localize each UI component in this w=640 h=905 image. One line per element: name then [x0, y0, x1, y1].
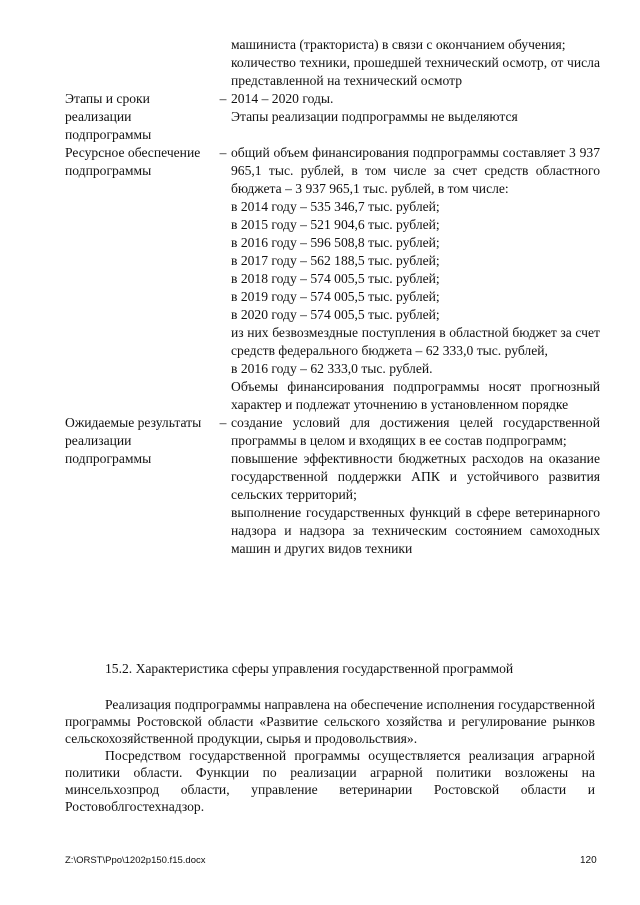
row-label-results: Ожидаемые результаты реализации подпрограммы — [65, 415, 202, 466]
row-label-funding: Ресурсное обеспечение подпрограммы — [65, 145, 201, 178]
stages-note: Этапы реализации подпрограммы не выделяются — [231, 109, 518, 124]
row-label-stages: Этапы и сроки реализации подпрограммы — [65, 91, 152, 142]
row-dash: – — [219, 91, 227, 106]
body-text — [65, 696, 595, 815]
page-number: 120 — [580, 855, 597, 866]
paragraph-2: Посредством государственной программы осуществляется реализация аграрной политики области. Функции по реализации аграрной политики возложены на минсельхозпрод области, управление ветеринарии Ростовской области и Ростовоблгостехнадзор. — [65, 748, 595, 814]
funding-year-2016: в 2016 году – 596 508,8 тыс. рублей; — [231, 235, 440, 250]
funding-year-2019: в 2019 году – 574 005,5 тыс. рублей; — [231, 289, 440, 304]
result-item-1: создание условий для достижения целей государственной программы в целом и входящих в ее состав подпрограмм; — [231, 415, 600, 448]
section-heading: 15.2. Характеристика сферы управления государственной программой — [105, 661, 514, 676]
funding-year-2014: в 2014 году – 535 346,7 тыс. рублей; — [231, 199, 440, 214]
funding-year-2015: в 2015 году – 521 904,6 тыс. рублей; — [231, 217, 440, 232]
result-item-3: выполнение государственных функций в сфере ветеринарного надзора и надзора за техническим состоянием самоходных машин и других видов техники — [231, 505, 600, 556]
funding-lead: общий объем финансирования подпрограммы составляет 3 937 965,1 тыс. рублей, в том числе за счет средств областного бюджета – 3 937 965,1 тыс. рублей, в том числе: — [231, 145, 600, 196]
top-cell-line-2: количество техники, прошедшей технический осмотр, от числа представленной на технический осмотр — [231, 55, 600, 88]
row-dash: – — [219, 145, 227, 160]
funding-year-2017: в 2017 году – 562 188,5 тыс. рублей; — [231, 253, 440, 268]
funding-note: Объемы финансирования подпрограммы носят прогнозный характер и подлежат уточнению в установленном порядке — [231, 379, 600, 412]
footer-file-path: Z:\ORST\Ppo\1202p150.f15.docx — [65, 855, 206, 866]
funding-federal: из них безвозмездные поступления в областной бюджет за счет средств федерального бюджета – 62 333,0 тыс. рублей, — [231, 325, 600, 358]
paragraph-1: Реализация подпрограммы направлена на обеспечение исполнения государственной программы Ростовской области «Развитие сельского хозяйства и регулирование рынков сельскохозяйственной продукции, сырья и продовольствия». — [65, 697, 595, 746]
funding-federal-2016: в 2016 году – 62 333,0 тыс. рублей. — [231, 361, 433, 376]
table-row-continuation — [65, 36, 600, 90]
row-dash: – — [219, 415, 227, 430]
funding-year-2018: в 2018 году – 574 005,5 тыс. рублей; — [231, 271, 440, 286]
stages-years: 2014 – 2020 годы. — [231, 91, 334, 106]
passport-table — [65, 36, 600, 558]
table-row-stages — [65, 90, 600, 144]
table-row-funding — [65, 144, 600, 414]
funding-year-2020: в 2020 году – 574 005,5 тыс. рублей; — [231, 307, 440, 322]
top-cell-line-1: машиниста (тракториста) в связи с окончанием обучения; — [231, 37, 566, 52]
result-item-2: повышение эффективности бюджетных расходов на оказание государственной поддержки АПК и устойчивого развития сельских территорий; — [231, 451, 600, 502]
table-row-results — [65, 414, 600, 558]
